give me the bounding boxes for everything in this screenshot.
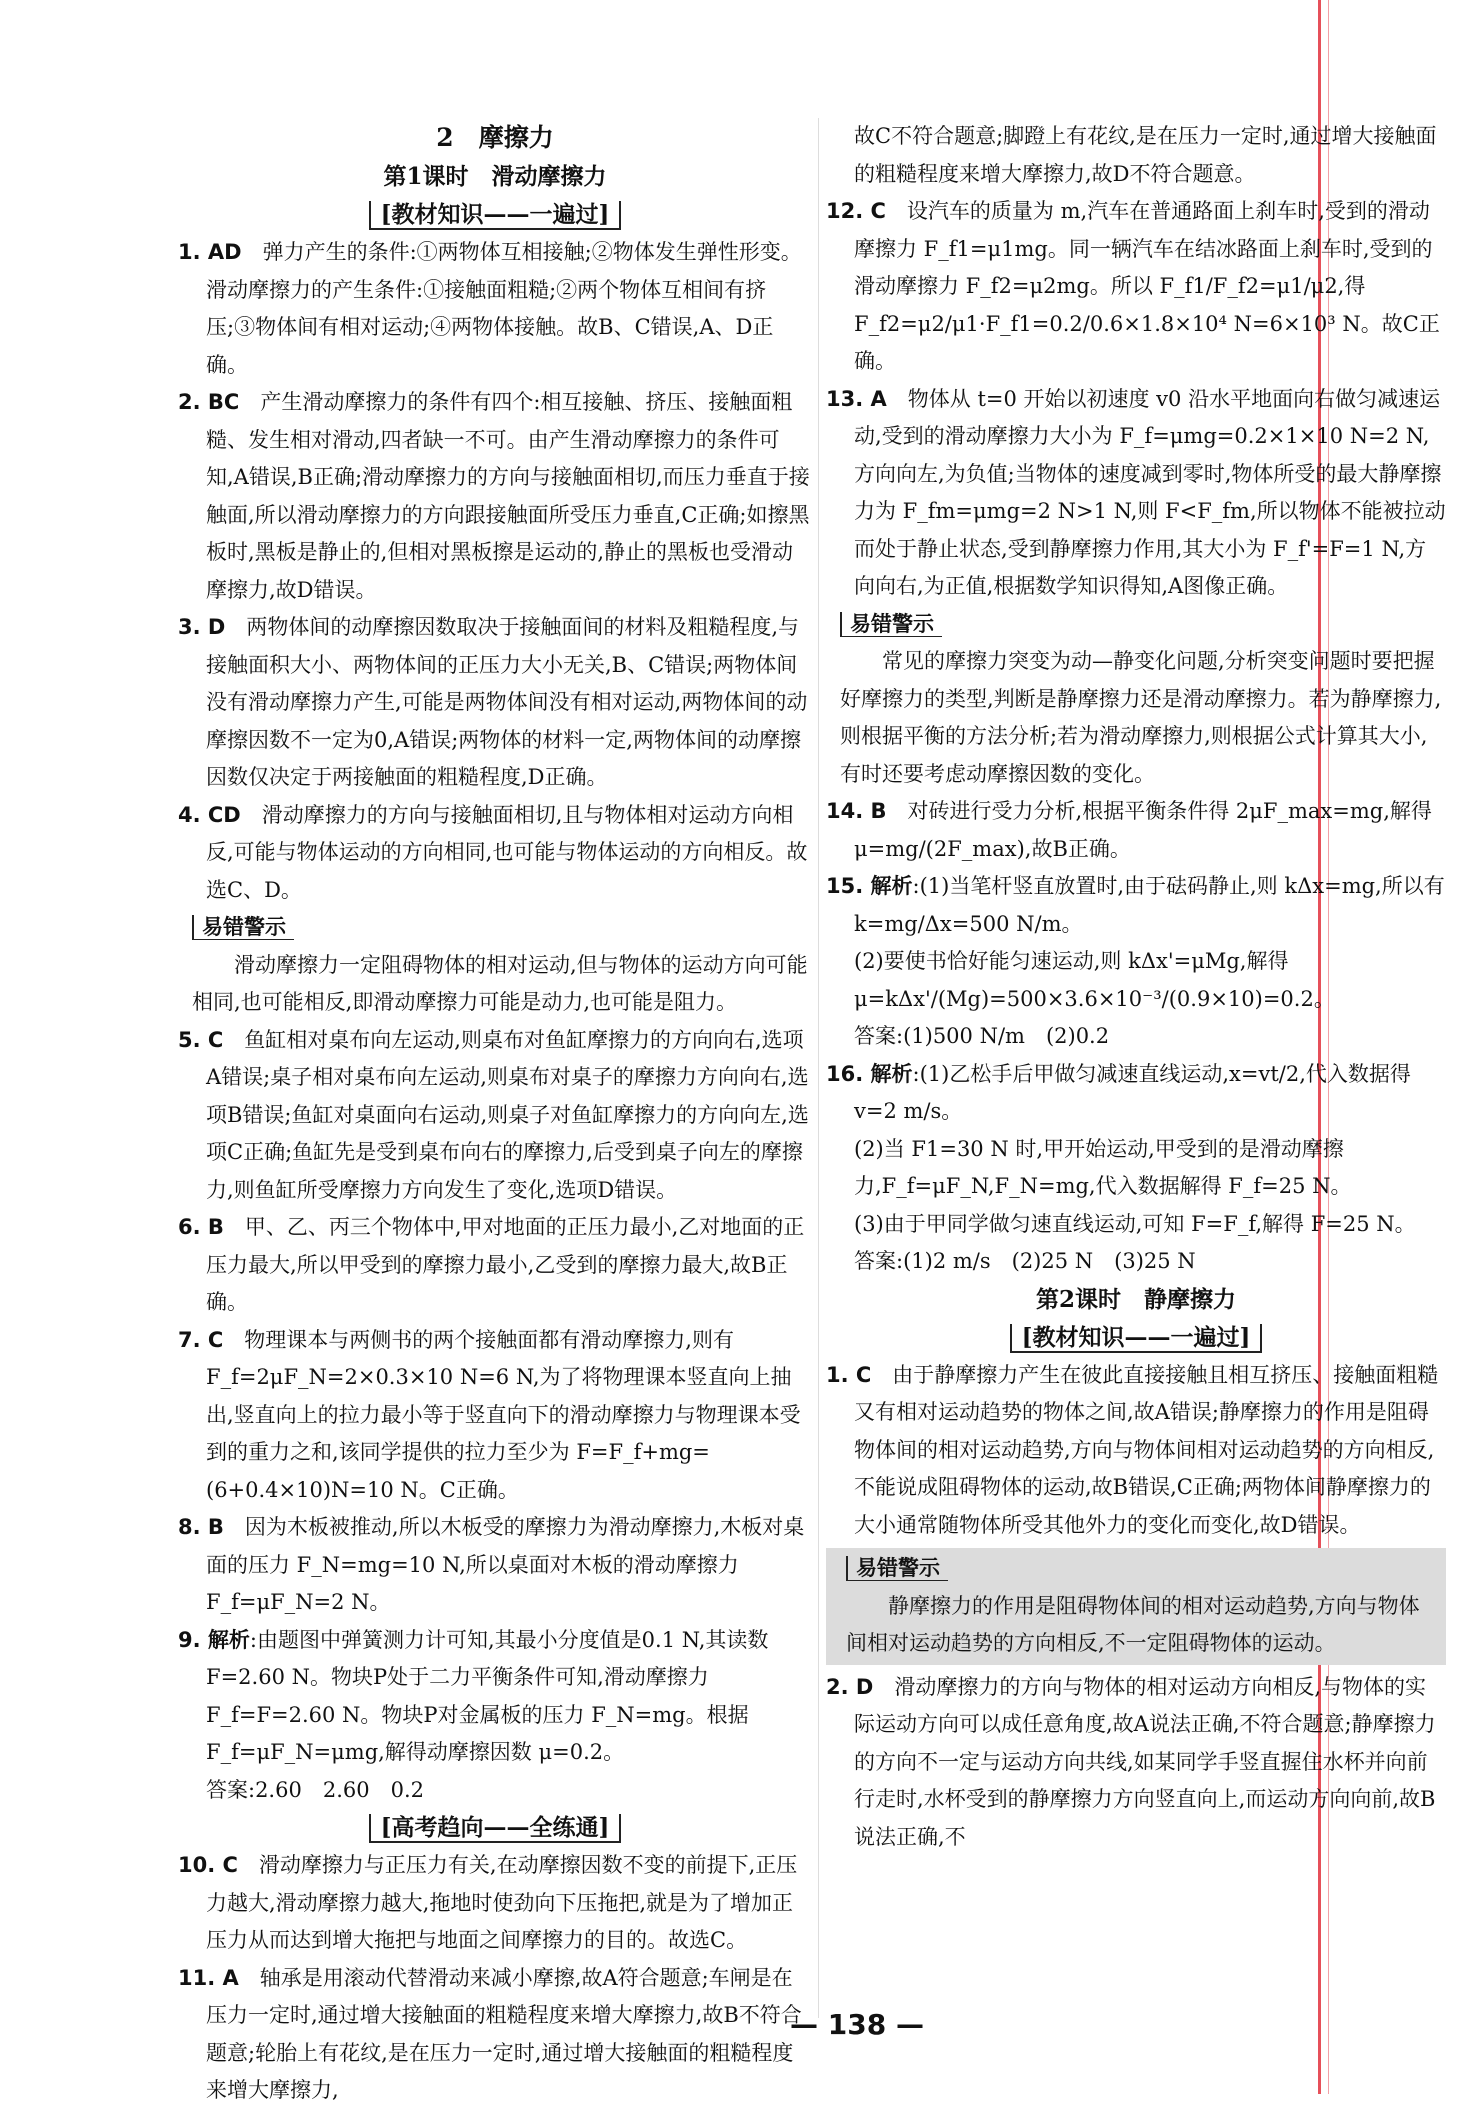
answer-item — [826, 943, 1446, 1018]
left-column — [178, 118, 812, 2110]
banner-exam: [高考趋向——全练通] — [178, 1809, 812, 1847]
answer-item — [826, 1357, 1446, 1545]
warning-body: 静摩擦力的作用是阻碍物体间的相对运动趋势,方向与物体间相对运动趋势的方向相反,不一定阻碍物体的运动。 — [846, 1593, 1420, 1655]
item-number: 15. 解析 — [826, 874, 913, 898]
item-text: (2)当 F1=30 N 时,甲开始运动,甲受到的是滑动摩擦力,F_f=μF_N,F_N=mg,代入数据解得 F_f=25 N。 — [854, 1136, 1352, 1198]
answer-item — [826, 193, 1446, 381]
lesson2-title: 第2课时 静摩擦力 — [1035, 1285, 1236, 1313]
item-text: 故C不符合题意;脚蹬上有花纹,是在压力一定时,通过增大接触面的粗糙程度来增大摩擦力,故D不符合题意。 — [854, 124, 1437, 186]
item-number: 2. BC — [178, 390, 240, 414]
answer-item — [826, 1056, 1446, 1131]
item-text: 鱼缸相对桌布向左运动,则桌布对鱼缸摩擦力的方向向右,选项A错误;桌子相对桌布向左运动,则桌布对桌子的摩擦力方向向右,选项B错误;鱼缸对桌面向右运动,则桌子对鱼缸摩擦力的方向向左,选项C正确;鱼缸先是受到桌布向右的摩擦力,后受到桌子向左的摩擦力,则鱼缸所受摩擦力方向发生了变化,选项D错误。 — [206, 1027, 809, 1202]
answer-9: 答案:2.60 2.60 0.2 — [206, 1777, 424, 1802]
answer-item — [826, 1669, 1446, 1857]
item-text: 由于静摩擦力产生在彼此直接接触且相互挤压、接触面粗糙又有相对运动趋势的物体之间,故A错误;静摩擦力的作用是阻碍物体间的相对运动趋势,方向与物体间相对运动趋势的方向相反,不能说成阻碍物体的运动,故B错误,C正确;两物体间静摩擦力的大小通常随物体所受其他外力的变化而变化,故D错误。 — [854, 1362, 1439, 1537]
item-number: 10. C — [178, 1853, 238, 1877]
item-text: 滑动摩擦力与正压力有关,在动摩擦因数不变的前提下,正压力越大,滑动摩擦力越大,拖地时使劲向下压拖把,就是为了增加正压力从而达到增大拖把与地面之间摩擦力的目的。故选C。 — [206, 1853, 798, 1952]
item-text: 滑动摩擦力的方向与物体的相对运动方向相反,与物体的实际运动方向可以成任意角度,故A说法正确,不符合题意;静摩擦力的方向不一定与运动方向共线,如某同学手竖直握住水杯并向前行走时,水杯受到的静摩擦力方向竖直向上,而运动方向向前,故B说法正确,不 — [854, 1674, 1436, 1849]
answer-item — [178, 797, 812, 910]
item-number: 6. B — [178, 1215, 224, 1239]
answer-item — [826, 793, 1446, 868]
item-text: 滑动摩擦力的方向与接触面相切,且与物体相对运动方向相反,可能与物体运动的方向相同,也可能与物体运动的方向相反。故选C、D。 — [206, 802, 808, 902]
item-text: 轴承是用滚动代替滑动来减小摩擦,故A符合题意;车闸是在压力一定时,通过增大接触面的粗糙程度来增大摩擦力,故B不符合题意;轮胎上有花纹,是在压力一定时,通过增大接触面的粗糙程度来增大摩擦力, — [206, 1965, 802, 2102]
item-text: 产生滑动摩擦力的条件有四个:相互接触、挤压、接触面粗糙、发生相对滑动,四者缺一不可。由产生滑动摩擦力的条件可知,A错误,B正确;滑动摩擦力的方向与接触面相切,而压力垂直于接触面,所以滑动摩擦力的方向跟接触面所受压力垂直,C正确;如擦黑板时,黑板是静止的,但相对黑板擦是运动的,静止的黑板也受滑动摩擦力,故D错误。 — [206, 390, 810, 602]
item-number: 1. AD — [178, 240, 242, 264]
answer-item — [178, 1509, 812, 1622]
item-number: 9. 解析 — [178, 1627, 250, 1652]
answer-list — [178, 234, 812, 909]
warning-title: 易错警示 — [840, 606, 1446, 644]
banner-textbook-2: [教材知识——一遍过] — [826, 1319, 1446, 1357]
item-number: 2. D — [826, 1674, 874, 1699]
item-number: 12. C — [826, 199, 886, 223]
item-number: 16. 解析 — [826, 1061, 913, 1086]
section-title: 2 摩擦力 — [436, 123, 554, 152]
answer-15: 答案:(1)500 N/m (2)0.2 — [854, 1024, 1110, 1048]
answer-item — [826, 381, 1446, 606]
lesson1-title: 第1课时 滑动摩擦力 — [383, 163, 607, 190]
item-text: (3)由于甲同学做匀速直线运动,可知 F=F_f,解得 F=25 N。 — [854, 1211, 1416, 1236]
item-number: 13. A — [826, 386, 887, 411]
item-number: 11. A — [178, 1965, 239, 1990]
page-number: — 138 — — [790, 2008, 924, 2041]
item-text: 设汽车的质量为 m,汽车在普通路面上刹车时,受到的滑动摩擦力 F_f1=μ1mg。同一辆汽车在结冰路面上刹车时,受到的滑动摩擦力 F_f2=μ2mg。所以 F_f1/F_f2=μ1/μ2,得 F_f2=μ2/μ1·F_f1=0.2/0.6×1.8×10⁴ N=6×10³ N。故C正确。 — [854, 199, 1440, 373]
warning-title: 易错警示 — [192, 909, 812, 947]
item-text: :(1)乙松手后甲做匀减速直线运动,x=vt/2,代入数据得 v=2 m/s。 — [854, 1061, 1411, 1123]
item-text: 弹力产生的条件:①两物体互相接触;②物体发生弹性形变。滑动摩擦力的产生条件:①接触面粗糙;②两个物体互相间有挤压;③物体间有相对运动;④两物体接触。故B、C错误,A、D正确。 — [206, 240, 802, 377]
answer-item — [826, 1206, 1446, 1244]
answer-list — [826, 1669, 1446, 1857]
item-number: 7. C — [178, 1327, 224, 1352]
answer-list — [826, 1357, 1446, 1545]
item-number: 1. C — [826, 1362, 872, 1387]
answer-list — [826, 1056, 1446, 1244]
answer-item — [178, 1622, 812, 1772]
warning-body: 常见的摩擦力突变为动—静变化问题,分析突变问题时要把握好摩擦力的类型,判断是静摩擦力还是滑动摩擦力。若为静摩擦力,则根据平衡的方法分析;若为滑动摩擦力,则根据公式计算其大小,有时还要考虑动摩擦因数的变化。 — [840, 649, 1442, 786]
answer-item — [826, 868, 1446, 943]
answer-list — [826, 793, 1446, 1018]
answer-item — [178, 1209, 812, 1322]
answer-item — [178, 1960, 812, 2110]
answer-item — [178, 384, 812, 609]
column-divider — [818, 118, 819, 2018]
item-text: :由题图中弹簧测力计可知,其最小分度值是0.1 N,其读数 F=2.60 N。物块P处于二力平衡条件可知,滑动摩擦力 F_f=F=2.60 N。物块P对金属板的压力 F_N=mg。根据 F_f=μF_N=μmg,解得动摩擦因数 μ=0.2。 — [206, 1627, 769, 1764]
item-text: :(1)当笔杆竖直放置时,由于砝码静止,则 kΔx=mg,所以有 k=mg/Δx=500 N/m。 — [854, 874, 1445, 936]
answer-item — [826, 118, 1446, 193]
banner-textbook: [教材知识——一遍过] — [178, 196, 812, 234]
answer-item — [178, 234, 812, 384]
answer-16: 答案:(1)2 m/s (2)25 N (3)25 N — [854, 1249, 1196, 1273]
item-number: 14. B — [826, 799, 887, 823]
item-number: 3. D — [178, 615, 226, 639]
item-number: 8. B — [178, 1515, 224, 1539]
answer-item — [178, 609, 812, 797]
answer-list — [178, 1847, 812, 2110]
item-text: 因为木板被推动,所以木板受的摩擦力为滑动摩擦力,木板对桌面的压力 F_N=mg=10 N,所以桌面对木板的滑动摩擦力 F_f=μF_N=2 N。 — [206, 1515, 805, 1614]
item-text: 两物体间的动摩擦因数取决于接触面间的材料及粗糙程度,与接触面积大小、两物体间的正压力大小无关,B、C错误;两物体间没有滑动摩擦力产生,可能是两物体间没有相对运动,两物体间的动摩擦因数不一定为0,A错误;两物体的材料一定,两物体间的动摩擦因数仅决定于两接触面的粗糙程度,D正确。 — [206, 615, 808, 789]
item-text: 对砖进行受力分析,根据平衡条件得 2μF_max=mg,解得 μ=mg/(2F_max),故B正确。 — [854, 799, 1432, 861]
item-number: 4. CD — [178, 802, 241, 827]
item-number: 5. C — [178, 1027, 224, 1052]
answer-list — [826, 118, 1446, 606]
item-text: 物体从 t=0 开始以初速度 v0 沿水平地面向右做匀减速运动,受到的滑动摩擦力大小为 F_f=μmg=0.2×1×10 N=2 N,方向向左,为负值;当物体的速度减到零时,物体所受的最大静摩擦力为 F_fm=μmg=2 N>1 N,则 F<F_fm,所以物体不能被拉动而处于静止状态,受到静摩擦力作用,其大小为 F_f'=F=1 N,方向向右,为正值,根据数学知识得知,A图像正确。 — [854, 386, 1446, 598]
item-text: (2)要使书恰好能匀速运动,则 kΔx'=μMg,解得 μ=kΔx'/(Mg)=500×3.6×10⁻³/(0.9×10)=0.2。 — [854, 949, 1335, 1011]
answer-list — [178, 1022, 812, 1772]
item-text: 甲、乙、丙三个物体中,甲对地面的正压力最小,乙对地面的正压力最大,所以甲受到的摩擦力最小,乙受到的摩擦力最大,故B正确。 — [206, 1215, 805, 1314]
item-text: 物理课本与两侧书的两个接触面都有滑动摩擦力,则有 F_f=2μF_N=2×0.3×10 N=6 N,为了将物理课本竖直向上抽出,竖直向上的拉力最小等于竖直向下的滑动摩擦力与物理课本受到的重力之和,该同学提供的拉力至少为 F=F_f+mg=(6+0.4×10)N=10 N。C正确。 — [206, 1327, 801, 1502]
warning-title: 易错警示 — [846, 1550, 1440, 1588]
answer-item — [178, 1847, 812, 1960]
right-column — [826, 118, 1446, 1856]
answer-item — [178, 1022, 812, 1210]
answer-item — [826, 1131, 1446, 1206]
warning-box — [826, 1548, 1446, 1665]
warning-body: 滑动摩擦力一定阻碍物体的相对运动,但与物体的运动方向可能相同,也可能相反,即滑动摩擦力可能是动力,也可能是阻力。 — [192, 952, 808, 1014]
answer-item — [178, 1322, 812, 1510]
